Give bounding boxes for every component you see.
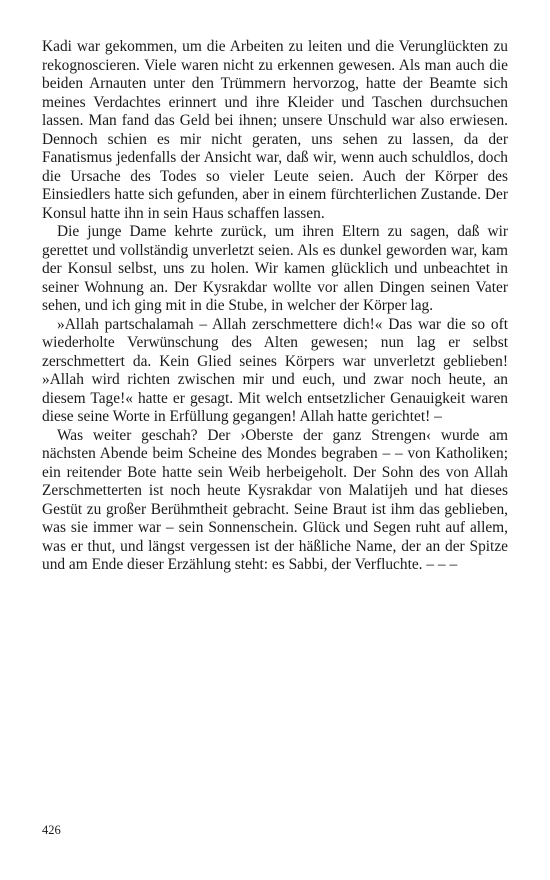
page-number: 426	[42, 823, 61, 837]
paragraph-3: »Allah partschalamah – Allah zerschmettere dich!« Das war die so oft wiederholte Verwünschung des Alten gewesen; nun lag er selbst zerschmettert da. Kein Glied seines Körpers war unverletzt geblieben! »Allah wird richten zwischen mir und euch, und zwar noch heute, an diesem Tage!« hatte er gesagt. Mit welch entsetzlicher Genauigkeit waren diese seine Worte in Erfüllung gegangen! Allah hatte gerichtet! –	[42, 315, 508, 425]
book-page	[42, 38, 508, 575]
paragraph-4: Was weiter geschah? Der ›Oberste der ganz Strengen‹ wurde am nächsten Abende beim Scheine des Mondes begraben – – von Katholiken; ein reitender Bote hatte sein Weib herbeigeholt. Der Sohn des von Allah Zerschmetterten ist noch heute Kysrakdar von Malatijeh und hat dieses Gestüt zu großer Berühmtheit gebracht. Seine Braut ist ihm das geblieben, was sie immer war – sein Sonnenschein. Glück und Segen ruht auf allem, was er thut, und längst vergessen ist der häßliche Name, der an der Spitze und am Ende dieser Erzählung steht: es Sabbi, der Verfluchte. – – –	[42, 426, 508, 573]
paragraph-2: Die junge Dame kehrte zurück, um ihren Eltern zu sagen, daß wir gerettet und vollständig unverletzt seien. Als es dunkel geworden war, kam der Konsul selbst, uns zu holen. Wir kamen glücklich und unbeachtet in seiner Wohnung an. Der Kysrakdar wollte vor allen Dingen seinen Vater sehen, und ich ging mit in die Stube, in welcher der Körper lag.	[42, 223, 508, 314]
paragraph-1: Kadi war gekommen, um die Arbeiten zu leiten und die Verunglückten zu rekognoscieren. Viele waren nicht zu erkennen gewesen. Als man auch die beiden Arnauten unter den Trümmern hervorzog, hatte der Beamte sich meines Verdachtes erinnert und ihre Kleider und Taschen durchsuchen lassen. Man fand das Geld bei ihnen; unsere Unschuld war also erwiesen. Dennoch schien es mir nicht geraten, uns sehen zu lassen, da der Fanatismus jedenfalls der Ansicht war, daß wir, wenn auch schuldlos, doch die Ursache des Todes so vieler Leute seien. Auch der Körper des Einsiedlers hatte sich gefunden, aber in einem fürchterlichen Zustande. Der Konsul hatte ihn in sein Haus schaffen lassen.	[42, 38, 508, 222]
